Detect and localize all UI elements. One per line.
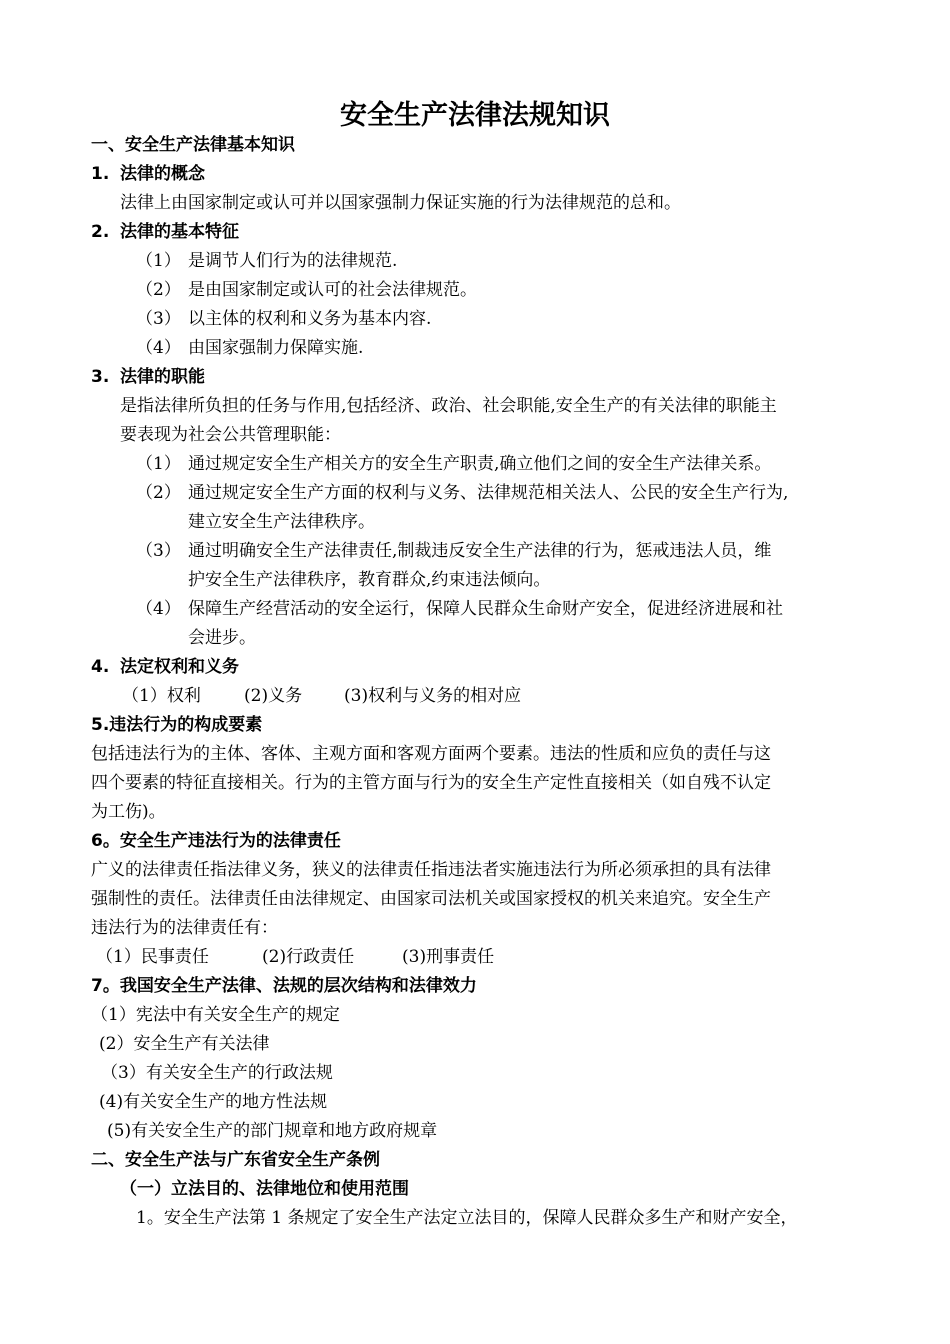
list-item-number: （3） [136, 541, 181, 561]
item-number: 4. [91, 657, 110, 677]
list-item-number: （4） [136, 599, 181, 619]
inline-item: (3)刑事责任 [402, 947, 495, 967]
list-item-text-cont: 护安全生产法律秩序，教育群众,约束违法倾向。 [188, 570, 551, 590]
list-item-text: 通过规定安全生产相关方的安全生产职责,确立他们之间的安全生产法律关系。 [188, 454, 772, 474]
list-item-text: 是由国家制定或认可的社会法律规范。 [188, 280, 477, 300]
inline-item: (2)行政责任 [262, 947, 355, 967]
section-1-heading: 一、安全生产法律基本知识 [91, 135, 295, 155]
paragraph-line: 违法行为的法律责任有： [91, 918, 278, 938]
list-item-text: 通过规定安全生产方面的权利与义务、法律规范相关法人、公民的安全生产行为, [188, 483, 789, 503]
subheading: 法律的职能 [120, 367, 205, 387]
subheading: 法律的基本特征 [120, 222, 239, 242]
subheading: 7。我国安全生产法律、法规的层次结构和法律效力 [91, 976, 477, 996]
paragraph-line: 1。安全生产法第 1 条规定了安全生产法定立法目的，保障人民群众多生产和财产安全， [136, 1208, 798, 1228]
list-item-text: 以主体的权利和义务为基本内容. [188, 309, 432, 329]
list-item-number: （1） [136, 454, 181, 474]
inline-item: (3)权利与义务的相对应 [344, 686, 522, 706]
paragraph-line: 包括违法行为的主体、客体、主观方面和客观方面两个要素。违法的性质和应负的责任与这 [91, 744, 771, 764]
list-item: (4)有关安全生产的地方性法规 [99, 1092, 328, 1112]
inline-item: (2)义务 [244, 686, 303, 706]
list-item: （1）宪法中有关安全生产的规定 [91, 1005, 340, 1025]
inline-item: （1）权利 [122, 686, 201, 706]
list-item-text: 是调节人们行为的法律规范. [188, 251, 398, 271]
section-2-heading: 二、安全生产法与广东省安全生产条例 [91, 1150, 380, 1170]
inline-item: （1）民事责任 [96, 947, 209, 967]
list-item-text-cont: 会进步。 [188, 628, 256, 648]
subheading: 法律的概念 [120, 164, 205, 184]
list-item-number: （4） [136, 338, 181, 358]
item-number: 3. [91, 367, 110, 387]
subheading: 5.违法行为的构成要素 [91, 715, 263, 735]
paragraph: 法律上由国家制定或认可并以国家强制力保证实施的行为法律规范的总和。 [120, 193, 681, 213]
document-title: 安全生产法律法规知识 [340, 100, 610, 131]
list-item-text: 由国家强制力保障实施. [188, 338, 364, 358]
subheading: 6。安全生产违法行为的法律责任 [91, 831, 341, 851]
list-item: (2）安全生产有关法律 [99, 1034, 270, 1054]
list-item-number: （3） [136, 309, 181, 329]
item-number: 1. [91, 164, 110, 184]
paragraph-line: 为工伤)。 [91, 802, 166, 822]
paragraph-line: 强制性的责任。法律责任由法律规定、由国家司法机关或国家授权的机关来追究。安全生产 [91, 889, 771, 909]
list-item-text: 保障生产经营活动的安全运行，保障人民群众生命财产安全，促进经济进展和社 [188, 599, 783, 619]
paragraph-line: 四个要素的特征直接相关。行为的主管方面与行为的安全生产定性直接相关（如自残不认定 [91, 773, 771, 793]
paragraph-line: 是指法律所负担的任务与作用,包括经济、政治、社会职能,安全生产的有关法律的职能主 [120, 396, 777, 416]
paragraph-line: 广义的法律责任指法律义务，狭义的法律责任指违法者实施违法行为所必须承担的具有法律 [91, 860, 771, 880]
item-number: 2. [91, 222, 110, 242]
subheading: 法定权利和义务 [120, 657, 239, 677]
list-item: (5)有关安全生产的部门规章和地方政府规章 [107, 1121, 438, 1141]
list-item-number: （2） [136, 280, 181, 300]
subsection-heading: （一）立法目的、法律地位和使用范围 [120, 1179, 409, 1199]
list-item-number: （1） [136, 251, 181, 271]
list-item-text-cont: 建立安全生产法律秩序。 [188, 512, 375, 532]
list-item-text: 通过明确安全生产法律责任,制裁违反安全生产法律的行为，惩戒违法人员，维 [188, 541, 772, 561]
paragraph-line: 要表现为社会公共管理职能： [120, 425, 341, 445]
list-item: （3）有关安全生产的行政法规 [101, 1063, 333, 1083]
list-item-number: （2） [136, 483, 181, 503]
